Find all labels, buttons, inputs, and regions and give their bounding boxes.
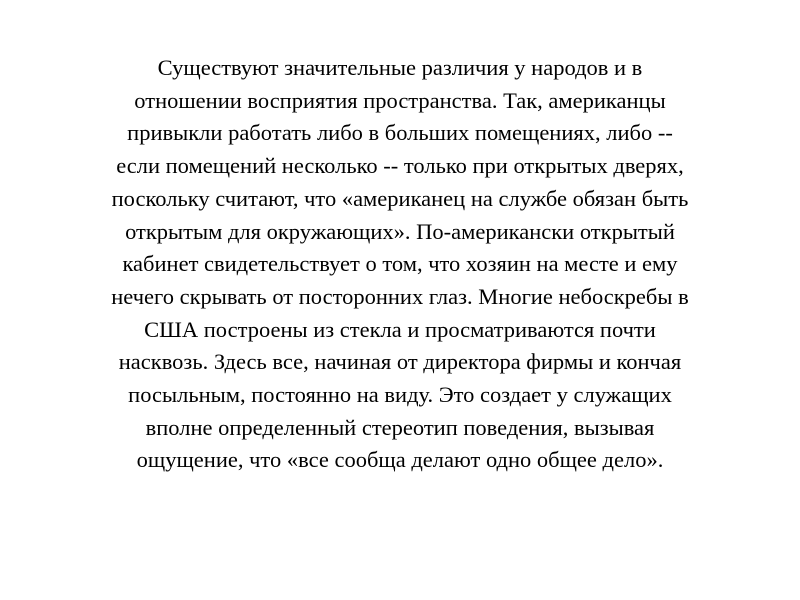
text-line: вполне определенный стереотип поведения, вызывая [145,414,655,440]
text-line: Существуют значительные различия у народов и в [157,55,643,80]
body-text [40,52,760,477]
text-line: открытым для окружающих». По-американски открытый [125,218,675,244]
text-line: насквозь. Здесь все, начиная от директора фирмы и кончая [118,349,682,375]
text-line: поскольку считают, что «американец на службе обязан быть [111,185,689,211]
text-line: посыльным, постоянно на виду. Это создает у служащих [128,382,672,408]
text-line: кабинет свидетельствует о том, что хозяин на месте и ему [122,251,678,277]
text-line: нечего скрывать от посторонних глаз. Многие небоскребы в [111,283,689,309]
text-line: ощущение, что «все сообща делают одно общее дело». [136,447,664,473]
text-line: США построены из стекла и просматриваются почти [144,316,656,342]
text-line: привыкли работать либо в больших помещениях, либо -- [127,120,673,146]
text-line: если помещений несколько -- только при открытых дверях, [116,153,684,179]
text-line: отношении восприятия пространства. Так, американцы [134,87,666,113]
